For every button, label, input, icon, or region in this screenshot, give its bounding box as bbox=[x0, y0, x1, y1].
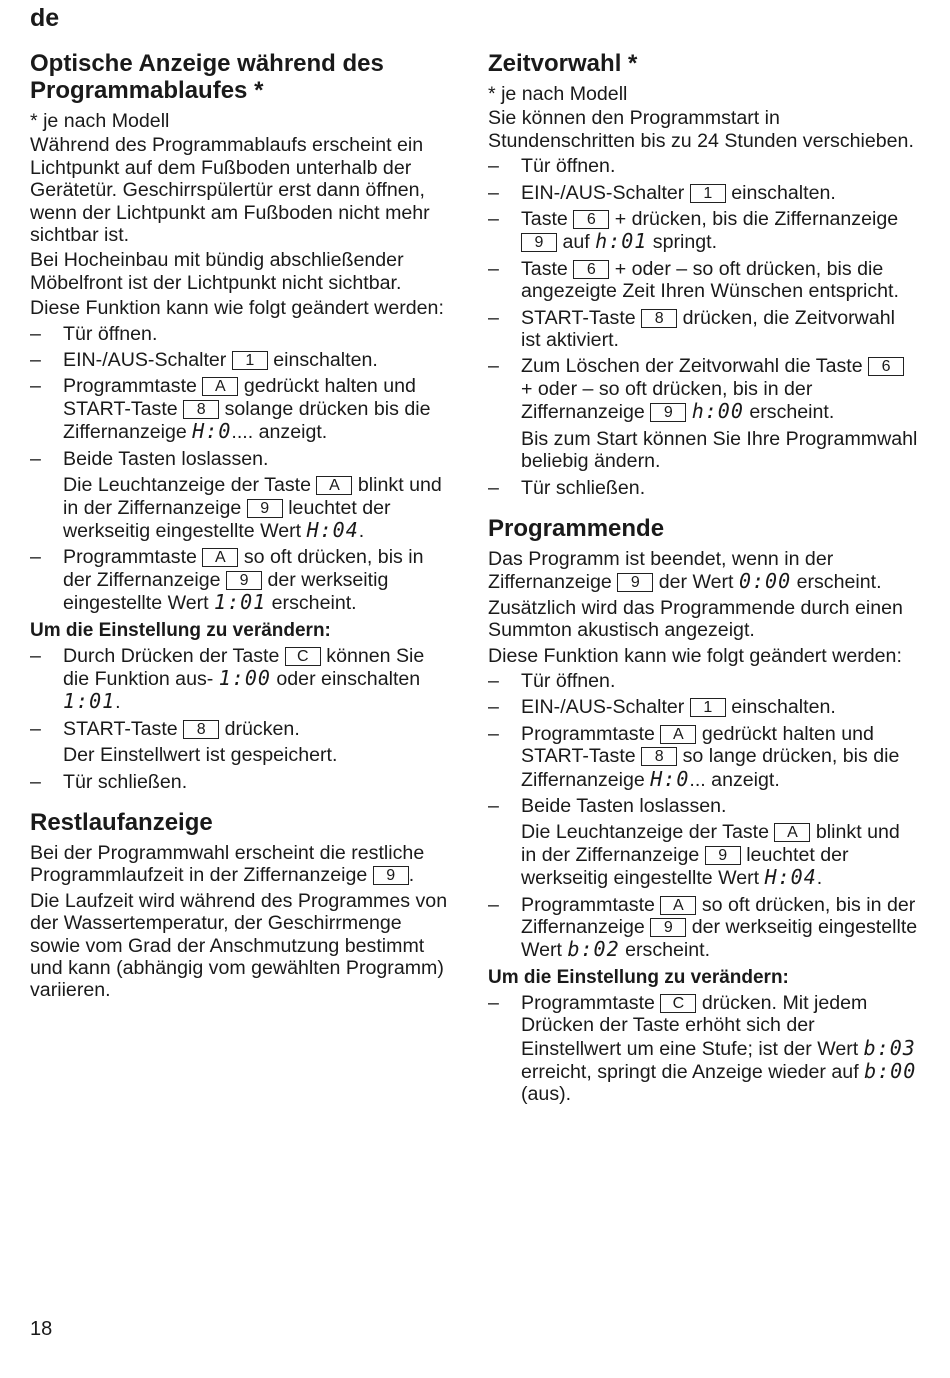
key-icon: 9 bbox=[650, 403, 686, 422]
step-item: – Programmtaste C drücken. Mit jedem Drücken der Taste erhöht sich der Einstellwert um eine Stufe; ist der Wert b:03 erreicht, springt die Anzeige wieder auf b:00 (aus). bbox=[488, 991, 917, 1106]
step-item: – EIN-/AUS-Schalter 1 einschalten. bbox=[488, 181, 836, 204]
step-item: – Beide Tasten loslassen. bbox=[488, 794, 727, 817]
delay-start-heading: Zeitvorwahl * bbox=[488, 50, 638, 77]
key-icon: A bbox=[202, 377, 238, 396]
step-item: – Zum Löschen der Zeitvorwahl die Taste 6 + oder – so oft drücken, bis in der Ziffernanzeige 9 h:00 erscheint. bbox=[488, 355, 918, 423]
key-icon: 6 bbox=[573, 210, 609, 229]
step-item: – Programmtaste A so oft drücken, bis in der Ziffernanzeige 9 der werkseitig eingestellte Wert 1:01 erscheint. bbox=[30, 546, 424, 615]
step-item: – Programmtaste A so oft drücken, bis in der Ziffernanzeige 9 der werkseitig eingestellte Wert b:02 erscheint. bbox=[488, 893, 918, 962]
key-icon: 9 bbox=[521, 233, 557, 252]
key-icon: 1 bbox=[690, 698, 726, 717]
step-list bbox=[30, 645, 450, 741]
paragraph: Während des Programmablaufs erscheint ein Lichtpunkt auf dem Fußboden unterhalb der Gerätetür. Geschirrspülertür erst dann öffnen, wenn der Lichtpunkt am Fußboden nicht mehr sichtbar ist. bbox=[30, 134, 430, 247]
digit-display-value: H:04 bbox=[764, 865, 817, 890]
key-icon: 9 bbox=[705, 846, 741, 865]
key-icon: 9 bbox=[226, 571, 262, 590]
digit-display-value: 1:01 bbox=[214, 590, 267, 615]
digit-display-value: b:02 bbox=[567, 937, 620, 962]
step-item: – Programmtaste A gedrückt halten und START-Taste 8 solange drücken bis die Ziffernanzeige H:0.... anzeigt. bbox=[30, 375, 431, 444]
model-note: * je nach Modell bbox=[488, 83, 628, 105]
remaining-time-heading: Restlaufanzeige bbox=[30, 808, 213, 836]
key-icon: 8 bbox=[183, 720, 219, 739]
step-list bbox=[488, 992, 918, 1106]
model-note: * je nach Modell bbox=[30, 110, 170, 132]
step-continuation: Die Leuchtanzeige der Taste A blinkt und in der Ziffernanzeige 9 leuchtet der werkseitig eingestellte Wert H:04. bbox=[63, 474, 442, 542]
digit-display-value: h:01 bbox=[595, 229, 648, 254]
step-list bbox=[30, 546, 450, 614]
key-icon: 6 bbox=[573, 260, 609, 279]
step-list bbox=[488, 670, 918, 817]
key-icon: 8 bbox=[641, 309, 677, 328]
key-icon: A bbox=[202, 548, 238, 567]
key-icon: 9 bbox=[247, 499, 283, 518]
subheading: Um die Einstellung zu verändern: bbox=[488, 966, 789, 988]
step-item: – Tür öffnen. bbox=[488, 155, 616, 178]
digit-display-value: H:0 bbox=[192, 419, 232, 444]
subheading: Um die Einstellung zu verändern: bbox=[30, 619, 331, 641]
step-item: – Tür schließen. bbox=[488, 476, 646, 499]
digit-display-value: b:03 bbox=[863, 1035, 916, 1060]
step-item: – Taste 6 + drücken, bis die Ziffernanzeige 9 auf h:01 springt. bbox=[488, 208, 899, 254]
language-label: de bbox=[30, 4, 60, 32]
digit-display-value: b:00 bbox=[864, 1059, 917, 1084]
step-list bbox=[488, 477, 918, 499]
key-icon: C bbox=[285, 647, 321, 666]
step-item: – START-Taste 8 drücken. bbox=[30, 717, 300, 740]
key-icon: A bbox=[660, 725, 696, 744]
paragraph: Das Programm ist beendet, wenn in der Ziffernanzeige 9 der Wert 0:00 erscheint. bbox=[488, 547, 882, 594]
key-icon: 1 bbox=[232, 351, 268, 370]
digit-display-value: 1:00 bbox=[218, 665, 271, 690]
step-item: – Tür öffnen. bbox=[30, 322, 158, 345]
digit-display-value: 0:00 bbox=[738, 569, 792, 594]
left-column bbox=[30, 50, 450, 1005]
key-icon: A bbox=[660, 896, 696, 915]
step-item: – Taste 6 + oder – so oft drücken, bis die angezeigte Zeit Ihren Wünschen entspricht. bbox=[488, 257, 899, 303]
step-list bbox=[488, 894, 918, 962]
key-icon: 6 bbox=[868, 357, 904, 376]
key-icon: A bbox=[316, 476, 352, 495]
step-item: – Programmtaste A gedrückt halten und START-Taste 8 so lange drücken, bis die Ziffernanzeige H:0... anzeigt. bbox=[488, 722, 900, 791]
step-item: – Tür schließen. bbox=[30, 770, 188, 793]
paragraph: Die Laufzeit wird während des Programmes von der Wassertemperatur, der Geschirrmenge sowie vom Grad der Anschmutzung bestimmt und kann (abhängig vom gewählten Programm) variieren. bbox=[30, 889, 448, 1002]
step-item: – Durch Drücken der Taste C können Sie die Funktion aus- 1:00 oder einschalten 1:01. bbox=[30, 644, 425, 714]
paragraph: Diese Funktion kann wie folgt geändert werden: bbox=[488, 644, 902, 667]
key-icon: 1 bbox=[690, 184, 726, 203]
page-number: 18 bbox=[30, 1318, 53, 1340]
key-icon: 8 bbox=[641, 747, 677, 766]
step-continuation: Der Einstellwert ist gespeichert. bbox=[63, 744, 338, 767]
optic-display-heading: Optische Anzeige während des Programmablaufes * bbox=[30, 50, 384, 104]
step-item: – Tür öffnen. bbox=[488, 669, 616, 692]
step-list bbox=[488, 155, 918, 423]
key-icon: 8 bbox=[183, 400, 219, 419]
step-continuation: Die Leuchtanzeige der Taste A blinkt und in der Ziffernanzeige 9 leuchtet der werkseitig eingestellte Wert H:04. bbox=[521, 821, 900, 890]
key-icon: A bbox=[774, 823, 810, 842]
digit-display-value: H:04 bbox=[306, 517, 359, 542]
step-item: – EIN-/AUS-Schalter 1 einschalten. bbox=[488, 696, 836, 719]
paragraph: Zusätzlich wird das Programmende durch einen Summton akustisch angezeigt. bbox=[488, 596, 903, 642]
step-item: – EIN-/AUS-Schalter 1 einschalten. bbox=[30, 349, 378, 372]
key-icon: 9 bbox=[650, 918, 686, 937]
step-item: – Beide Tasten loslassen. bbox=[30, 447, 269, 470]
paragraph: Diese Funktion kann wie folgt geändert werden: bbox=[30, 297, 444, 320]
right-column bbox=[488, 50, 918, 1110]
paragraph: Bei der Programmwahl erscheint die restliche Programmlaufzeit in der Ziffernanzeige 9 . bbox=[30, 841, 425, 887]
digit-display-value: 1:01 bbox=[63, 689, 116, 714]
key-icon: 9 bbox=[617, 573, 653, 592]
program-end-heading: Programmende bbox=[488, 514, 665, 542]
key-icon: C bbox=[660, 994, 696, 1013]
paragraph: Bei Hocheinbau mit bündig abschließender Möbelfront ist der Lichtpunkt nicht sichtbar. bbox=[30, 249, 404, 294]
digit-display-value: h:00 bbox=[691, 399, 744, 424]
step-list bbox=[30, 771, 450, 793]
step-continuation: Bis zum Start können Sie Ihre Programmwahl beliebig ändern. bbox=[521, 427, 918, 473]
step-item: – START-Taste 8 drücken, die Zeitvorwahl ist aktiviert. bbox=[488, 306, 895, 352]
step-list bbox=[30, 323, 450, 470]
key-icon: 9 bbox=[373, 866, 409, 885]
paragraph: Sie können den Programmstart in Stundenschritten bis zu 24 Stunden verschieben. bbox=[488, 107, 914, 152]
digit-display-value: H:0 bbox=[650, 766, 690, 791]
